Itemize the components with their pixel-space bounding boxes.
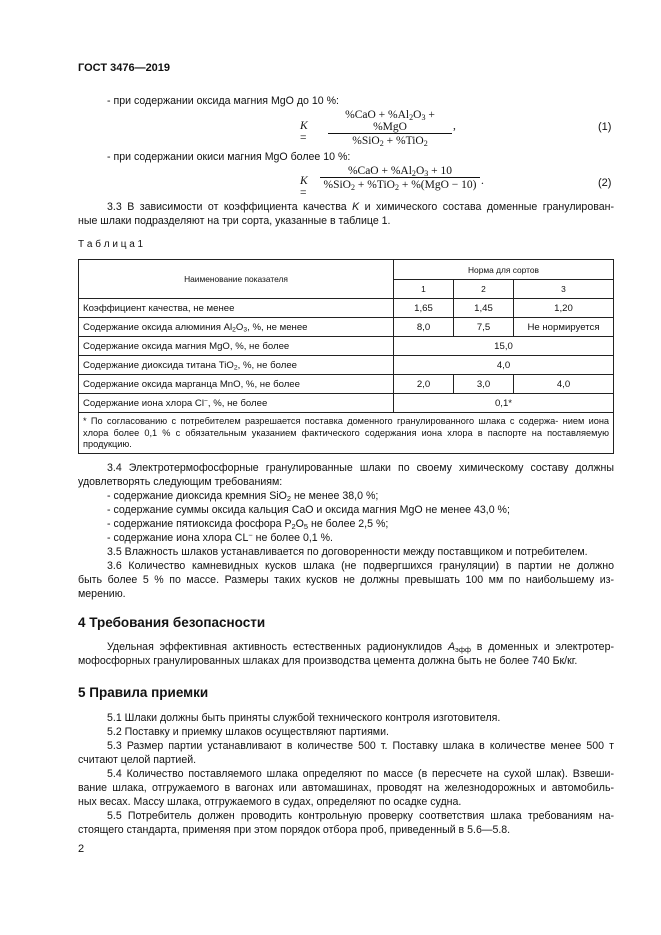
section-4-title: 4 Требования безопасности xyxy=(78,615,266,630)
formula-1-fraction xyxy=(328,109,452,147)
para-5-3-line-2: считают целой партией. xyxy=(78,754,197,766)
para-3-6-line-3: мерению. xyxy=(78,588,126,600)
table-footnote: * По согласованию с потребителем разрешается поставка доменного гранулированного шлака с содержа- нием иона хлора более 0,1 % с обязательным указанием фактического содержания иона хлора в паспорте на поставляемую продукцию. xyxy=(79,413,614,454)
table-grade-1: 1 xyxy=(394,280,454,299)
table-row xyxy=(79,394,614,413)
list-item: - содержание суммы оксида кальция CaO и оксида магния MgO не менее 43,0 %; xyxy=(107,504,510,516)
table-cell-name: Содержание диоксида титана TiO$_2$, %, не более xyxy=(79,356,394,375)
list-item: - содержание пятиоксида фосфора $P_2O_5$ не более 2,5 %; xyxy=(107,518,389,531)
para-5-3-line-1: 5.3 Размер партии устанавливают в количестве 500 т. Поставку шлака в количестве менее 500 т xyxy=(107,740,614,752)
table-1 xyxy=(78,259,614,454)
para-5-4-line-2: вание шлака, отгружаемого в вагонах или автомашинах, проводят на железнодорожных и автомобиль- xyxy=(78,782,614,794)
para-3-3-line-1: 3.3 В зависимости от коэффициента качества K и химического состава доменные гранулирован- xyxy=(107,201,614,213)
table-cell-value: Не нормируется xyxy=(514,318,614,337)
table-cell-name: Содержание оксида магния MgO, %, не более xyxy=(79,337,394,356)
table-cell-value: 1,20 xyxy=(514,299,614,318)
table-row xyxy=(79,318,614,337)
para-3-4-line-2: удовлетворять следующим требованиям: xyxy=(78,476,283,488)
table-header-name: Наименование показателя xyxy=(79,260,394,299)
table-cell-name: Коэффициент качества, не менее xyxy=(79,299,394,318)
para-5-2: 5.2 Поставку и приемку шлаков осуществляют партиями. xyxy=(107,726,389,738)
para-3-3-line-2: ные шлаки подразделяют на три сорта, указанные в таблице 1. xyxy=(78,215,391,227)
formula-1-denominator: %SiO$_2$ + %TiO$_2$ xyxy=(328,133,452,147)
formula-1-number: (1) xyxy=(598,121,612,133)
table-cell-value: 8,0 xyxy=(394,318,454,337)
list-item: - содержание диоксида кремния SiO$_2$ не менее 38,0 %; xyxy=(107,490,379,503)
table-cell-name: Содержание иона хлора Cl−, %, не более xyxy=(79,394,394,413)
table-caption: Т а б л и ц а 1 xyxy=(78,239,144,250)
para-5-5-line-1: 5.5 Потребитель должен проводить контрольную проверку соответствия шлака требованиям на- xyxy=(107,810,614,822)
table-footnote-row xyxy=(79,413,614,454)
table-cell-value: 15,0 xyxy=(394,337,614,356)
para-3-6-line-1: 3.6 Количество камневидных кусков шлака (не подвергшихся грануляции) в партии не должно xyxy=(107,560,614,572)
para-3-4-line-1: 3.4 Электротермофосфорные гранулированные шлаки по своему химическому составу должны xyxy=(107,462,614,474)
formula-2-intro: - при содержании окиси магния MgO более 10 %: xyxy=(107,151,351,163)
formula-2-lhs: K = xyxy=(300,175,308,199)
table-row xyxy=(79,299,614,318)
document-page: ГОСТ 3476—2019 - при содержании оксида магния MgO до 10 %: K = $\%CaO + \%Al_2O_3 + \%MgO$ %SiO$_2$ + %TiO$_2$ , (1) - при содержании окиси магния MgO более 10 %: K = $\%CaO + \%Al_2O_3 + 10$ %SiO$_2$ + %TiO$_2$ + %(MgO − 10) . (2) 3.3 В зависимости от коэффициента качества K и химического состава доменные гранулирован- ные шлаки подразделяют на три сорта, указанные в таблице 1. Т а б л и ц а 1 Наименование показателя Норма для сортов 1 2 3 Коэффициент качества, не менее 1,65 1,45 1,20 Содержание оксида алюминия $Al_2O_3$, %, не менее 8,0 7,5 Не нормируется Содержание оксида магния MgO, %, не более 15,0 Содержание диоксида титана TiO$_2$, %, не более 4,0 Содержание оксида марганца MnO, %, не более 2,0 3,0 4,0 Содержание иона хлора Cl−, %, не более 0,1* * По согласованию с потребителем разрешается поставка доменного гранулированного шлака с содержа- нием иона хлора более 0,1 % с обязательным указанием фактического содержания иона хлора в паспорте на поставляемую продукцию. 3.4 Электротермофосфорные гранулированные шлаки по своему химическому составу должны удовлетворять следующим требованиям: - содержание диоксида кремния SiO$_2$ не менее 38,0 %; - содержание суммы оксида кальция CaO и оксида магния MgO не менее 43,0 %; - содержание пятиоксида фосфора $P_2O_5$ не более 2,5 %; - содержание иона хлора CL− не более 0,1 %. 3.5 Влажность шлаков устанавливается по договоренности между поставщиком и потребителем. 3.6 Количество камневидных кусков шлака (не подвергшихся грануляции) в партии не должно быть более 5 % по массе. Размеры таких кусков не должны превышать 100 мм по наибольшему из- мерению. 4 Требования безопасности Удельная эффективная активность естественных радионуклидов $A_{эфф}$ в доменных и электротер- мофосфорных гранулированных шлаках для производства цемента должна быть не более 740 Бк/кг. 5 Правила приемки 5.1 Шлаки должны быть приняты службой технического контроля изготовителя. 5.2 Поставку и приемку шлаков осуществляют партиями. 5.3 Размер партии устанавливают в количестве 500 т. Поставку шлака в количестве менее 500 т считают целой партией. 5.4 Количество поставляемого шлака определяют по массе (в пересчете на сухой шлак). Взвеши- вание шлака, отгружаемого в вагонах или автомашинах, проводят на железнодорожных и автомобиль- ных весах. Массу шлака, отгружаемого в судах, определяют по осадке судна. 5.5 Потребитель должен проводить контрольную проверку соответствия шлака требованиям на- стоящего стандарта, применяя при этом порядок отбора проб, приведенный в 5.6—5.8. 2 xyxy=(78,62,614,855)
formula-2-fraction xyxy=(320,165,480,191)
section-4-line-1: Удельная эффективная активность естественных радионуклидов $A_{эфф}$ в доменных и электротер- xyxy=(107,641,614,654)
document-code: ГОСТ 3476—2019 xyxy=(78,62,171,74)
table-cell-value: 3,0 xyxy=(454,375,514,394)
section-5-title: 5 Правила приемки xyxy=(78,685,209,700)
para-3-5: 3.5 Влажность шлаков устанавливается по договоренности между поставщиком и потребителем. xyxy=(107,546,588,558)
formula-1-lhs: K = xyxy=(300,120,308,144)
table-cell-name: Содержание оксида марганца MnO, %, не более xyxy=(79,375,394,394)
table-cell-value: 0,1* xyxy=(394,394,614,413)
page-number: 2 xyxy=(78,843,85,855)
list-item: - содержание иона хлора CL− не более 0,1 %. xyxy=(107,530,333,544)
formula-2-number: (2) xyxy=(598,177,612,189)
table-cell-value: 7,5 xyxy=(454,318,514,337)
formula-1-numerator: $\%CaO + \%Al_2O_3 + \%MgO$ xyxy=(345,109,435,133)
formula-2-numerator: $\%CaO + \%Al_2O_3 + 10$ xyxy=(347,165,453,178)
table-cell-value: 4,0 xyxy=(514,375,614,394)
table-cell-value: 1,65 xyxy=(394,299,454,318)
table-row xyxy=(79,356,614,375)
table-header-norm: Норма для сортов xyxy=(394,260,614,280)
para-5-4-line-1: 5.4 Количество поставляемого шлака определяют по массе (в пересчете на сухой шлак). Взвеши- xyxy=(107,768,614,780)
para-5-1: 5.1 Шлаки должны быть приняты службой технического контроля изготовителя. xyxy=(107,712,501,724)
table-row xyxy=(79,337,614,356)
para-5-4-line-3: ных весах. Массу шлака, отгружаемого в судах, определяют по осадке судна. xyxy=(78,796,462,808)
para-5-5-line-2: стоящего стандарта, применяя при этом порядок отбора проб, приведенный в 5.6—5.8. xyxy=(78,824,511,836)
para-3-6-line-2: быть более 5 % по массе. Размеры таких кусков не должны превышать 100 мм по наибольшему из- xyxy=(78,574,614,586)
table-grade-2: 2 xyxy=(454,280,514,299)
table-cell-name: Содержание оксида алюминия $Al_2O_3$, %, не менее xyxy=(79,318,394,337)
table-row xyxy=(79,375,614,394)
formula-1-intro: - при содержании оксида магния MgO до 10 %: xyxy=(107,95,339,107)
table-cell-value: 2,0 xyxy=(394,375,454,394)
formula-2-denominator: %SiO$_2$ + %TiO$_2$ + %(MgO − 10) xyxy=(320,177,480,191)
table-cell-value: 1,45 xyxy=(454,299,514,318)
table-cell-value: 4,0 xyxy=(394,356,614,375)
section-4-line-2: мофосфорных гранулированных шлаках для производства цемента должна быть не более 740 Бк/кг. xyxy=(78,655,578,667)
table-header-row xyxy=(79,260,614,280)
table-grade-3: 3 xyxy=(514,280,614,299)
